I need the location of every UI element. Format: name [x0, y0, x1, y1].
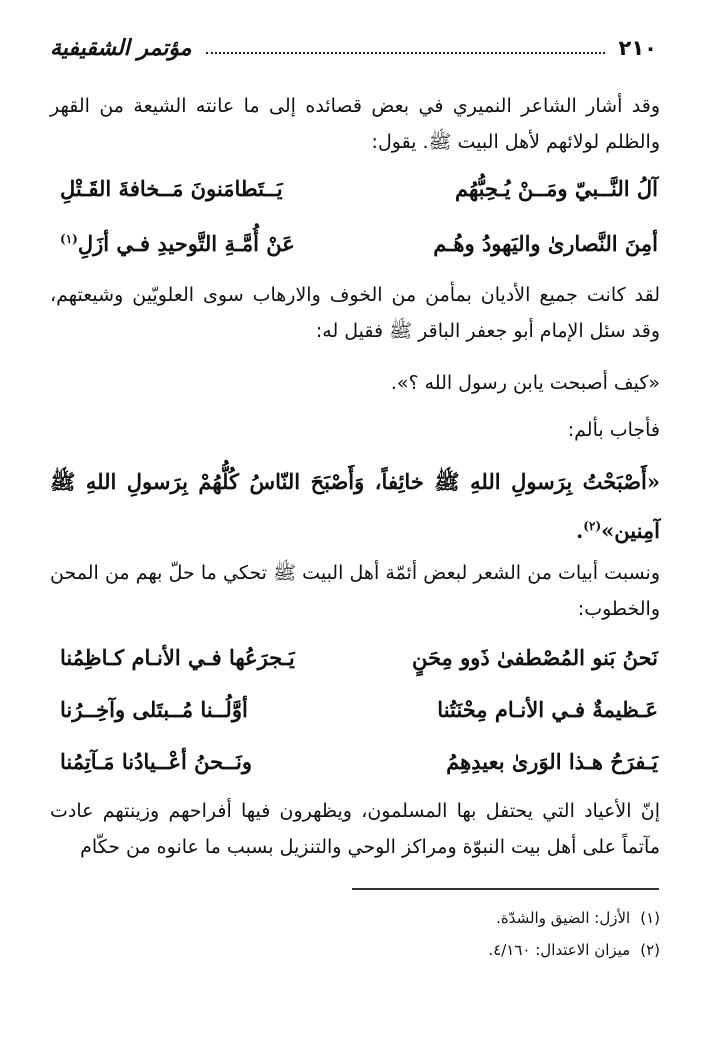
poem2-verse-2 — [60, 688, 658, 730]
verse-first-hemistich: أمِنَ النَّصارىٰ واليَهودُ وهُـم — [433, 230, 658, 256]
verse-first-hemistich: عَـظيمةٌ فـي الأنـام مِحْنَتُنا — [437, 696, 658, 722]
paragraph-2: لقد كانت جميع الأديان بمأمن من الخوف والارهاب سوى العلويّين وشيعتهم، وقد سئل الإمام أبو جعفر الباقر ﷺ فقيل له: — [50, 284, 660, 342]
footnote-number: (١) — [640, 909, 660, 927]
footnote-text: الأزل: الضيق والشدّة. — [496, 909, 631, 927]
verse-second-hemistich: أوَّلُــنا مُــبتَلى وآخِــرُنا — [60, 696, 248, 722]
poem1-verse-1 — [60, 167, 658, 209]
verse-second-hemistich: ونَــحنُ أعْــيادُنا مَـآتِمُنا — [60, 748, 252, 774]
footnote-2 — [50, 938, 660, 962]
footnote-ref-1: (١) — [60, 231, 78, 246]
quote-answer: «أَصْبَحْتُ بِرَسولِ اللهِ ﷺ خائِفاً، وَأَصْبَحَ النّاسُ كُلُّهُمْ بِرَسولِ اللهِ ﷺ آمِنين»$^{(٢)}$. — [50, 469, 660, 543]
book-title: مؤتمر الشقيفية — [50, 35, 192, 61]
paragraph-3: ونسبت أبيات من الشعر لبعض أئمّة أهل البيت ﷺ تحكي ما حلّ بهم من المحن والخطوب: — [50, 562, 660, 620]
verse-second-hemistich — [60, 231, 295, 256]
hemistich-text: عَنْ أُمَّـةِ التَّوحيدِ فـي أزَلِ — [77, 230, 295, 256]
paragraph-1: وقد أشار الشاعر النميري في بعض قصائده إلى ما عانته الشيعة من القهر والظلم لولائهم لأهل البيت ﷺ. يقول: — [50, 95, 660, 153]
quote-answer-text: «أَصْبَحْتُ بِرَسولِ اللهِ ﷺ خائِفاً، وَأَصْبَحَ النّاسُ كُلُّهُمْ بِرَسولِ اللهِ ﷺ آمِنين» — [50, 469, 660, 543]
quote-question: «كيف أصبحت يابن رسول الله ؟». — [390, 372, 660, 394]
verse-second-hemistich: يَـجرَعُها فـي الأنـام كـاظِمُنا — [60, 644, 295, 670]
poem1-verse-2 — [60, 222, 658, 264]
verse-second-hemistich: يَــتَطامَنونَ مَــخافةَ القَـتْلِ — [60, 175, 283, 201]
header-dotted-leader — [206, 42, 605, 54]
footnote-number: (٢) — [640, 941, 660, 959]
paragraph-answer-intro: فأجاب بألم: — [567, 419, 660, 441]
footnote-1 — [50, 906, 660, 930]
page-number: ٢١٠ — [618, 36, 657, 60]
poem2-verse-3 — [60, 740, 658, 782]
page-header — [50, 28, 657, 68]
footnote-separator — [352, 888, 659, 890]
footnote-ref-2: (٢) — [583, 519, 602, 533]
verse-first-hemistich: آلُ النَّــبيّ ومَــنْ يُـحِبُّهُم — [455, 175, 658, 201]
footnote-text: ميزان الاعتدال: ٤/١٦٠. — [488, 941, 631, 959]
paragraph-4: إنّ الأعياد التي يحتفل بها المسلمون، ويظهرون فيها أفراحهم وزينتهم عادت مآتماً على أهل بيت النبوّة ومراكز الوحي والتنزيل بسبب ما عانوه من حكّام — [50, 800, 660, 858]
poem2-verse-1 — [60, 636, 658, 678]
verse-first-hemistich: نَحنُ بَنو المُصْطفىٰ ذَوو مِحَنٍ — [411, 644, 658, 670]
verse-first-hemistich: يَـفرَحُ هـذا الوَرىٰ بعيدِهِمُ — [446, 748, 658, 774]
